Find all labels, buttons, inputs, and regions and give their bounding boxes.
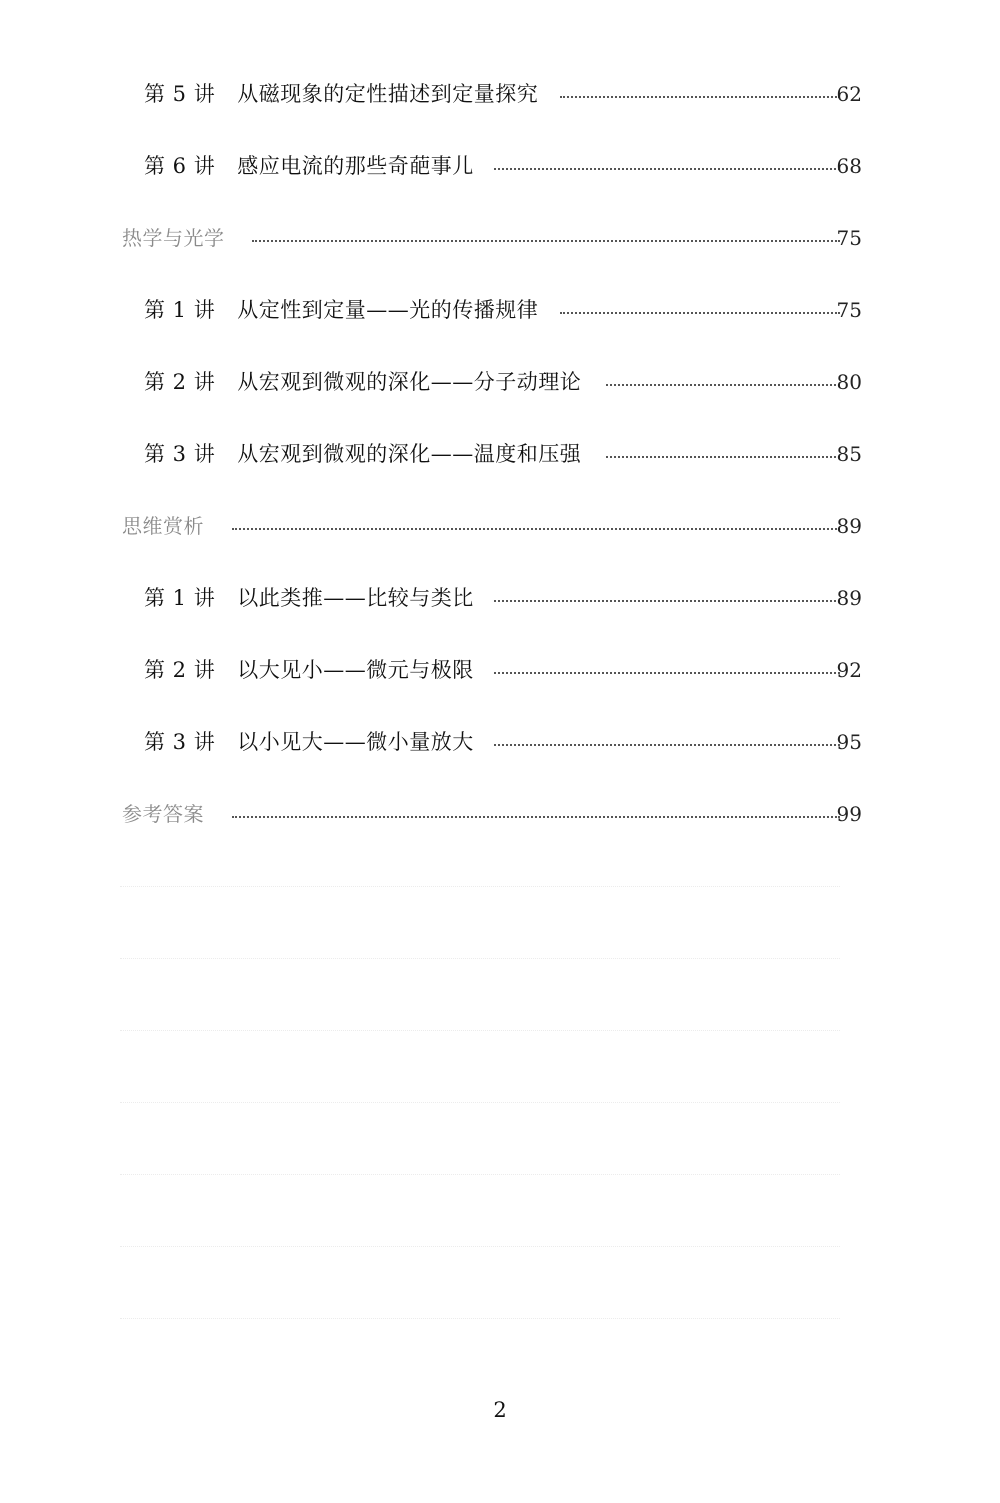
entry-title: 感应电流的那些奇葩事儿 [237, 154, 474, 178]
leader-dots [252, 240, 840, 242]
toc-section[interactable] [0, 794, 1000, 834]
toc-entry[interactable] [0, 146, 1000, 186]
toc-entry[interactable] [0, 290, 1000, 330]
entry-page-number: 89 [836, 514, 862, 538]
faint-leader-line [120, 1318, 840, 1319]
faint-leader-line [120, 958, 840, 959]
entry-label [144, 74, 552, 114]
show-through-background [0, 860, 1000, 1320]
lecture-number: 第 2 讲 [144, 370, 216, 394]
leader-dots [494, 600, 840, 602]
entry-page-number: 68 [836, 154, 862, 178]
entry-title: 从宏观到微观的深化——分子动理论 [237, 370, 582, 394]
lecture-number: 第 3 讲 [144, 730, 216, 754]
page-number: 2 [493, 1398, 507, 1422]
leader-dots [560, 312, 840, 314]
entry-page-number: 85 [836, 442, 862, 466]
entry-page-number: 75 [836, 226, 862, 250]
faint-leader-line [120, 1246, 840, 1247]
entry-page-number: 99 [836, 802, 862, 826]
toc-entry[interactable] [0, 362, 1000, 402]
toc-section[interactable] [0, 506, 1000, 546]
section-title: 热学与光学 [122, 218, 239, 258]
lecture-number: 第 1 讲 [144, 298, 216, 322]
leader-dots [232, 816, 840, 818]
entry-label [144, 362, 595, 402]
section-title: 思维赏析 [122, 506, 218, 546]
entry-label [144, 722, 488, 762]
faint-leader-line [120, 886, 840, 887]
entry-label [144, 290, 552, 330]
toc-entry[interactable] [0, 722, 1000, 762]
entry-page-number: 75 [836, 298, 862, 322]
leader-dots [560, 96, 840, 98]
toc-entry[interactable] [0, 74, 1000, 114]
entry-label [144, 146, 488, 186]
entry-page-number: 62 [836, 82, 862, 106]
leader-dots [606, 384, 840, 386]
toc-entry[interactable] [0, 578, 1000, 618]
entry-label [144, 578, 488, 618]
faint-leader-line [120, 1030, 840, 1031]
leader-dots [494, 744, 840, 746]
lecture-number: 第 3 讲 [144, 442, 216, 466]
lecture-number: 第 2 讲 [144, 658, 216, 682]
toc-entry[interactable] [0, 650, 1000, 690]
entry-title: 以此类推——比较与类比 [237, 586, 474, 610]
entry-label [144, 650, 488, 690]
entry-title: 从定性到定量——光的传播规律 [237, 298, 539, 322]
leader-dots [232, 528, 840, 530]
toc-section[interactable] [0, 218, 1000, 258]
entry-page-number: 92 [836, 658, 862, 682]
leader-dots [494, 672, 840, 674]
section-title: 参考答案 [122, 794, 218, 834]
faint-leader-line [120, 1174, 840, 1175]
entry-page-number: 95 [836, 730, 862, 754]
entry-page-number: 80 [836, 370, 862, 394]
entry-title: 从磁现象的定性描述到定量探究 [237, 82, 539, 106]
faint-leader-line [120, 1102, 840, 1103]
entry-title: 以大见小——微元与极限 [237, 658, 474, 682]
lecture-number: 第 1 讲 [144, 586, 216, 610]
toc-entry[interactable] [0, 434, 1000, 474]
lecture-number: 第 6 讲 [144, 154, 216, 178]
lecture-number: 第 5 讲 [144, 82, 216, 106]
entry-label [144, 434, 595, 474]
entry-title: 从宏观到微观的深化——温度和压强 [237, 442, 582, 466]
entry-title: 以小见大——微小量放大 [237, 730, 474, 754]
leader-dots [494, 168, 840, 170]
leader-dots [606, 456, 840, 458]
entry-page-number: 89 [836, 586, 862, 610]
